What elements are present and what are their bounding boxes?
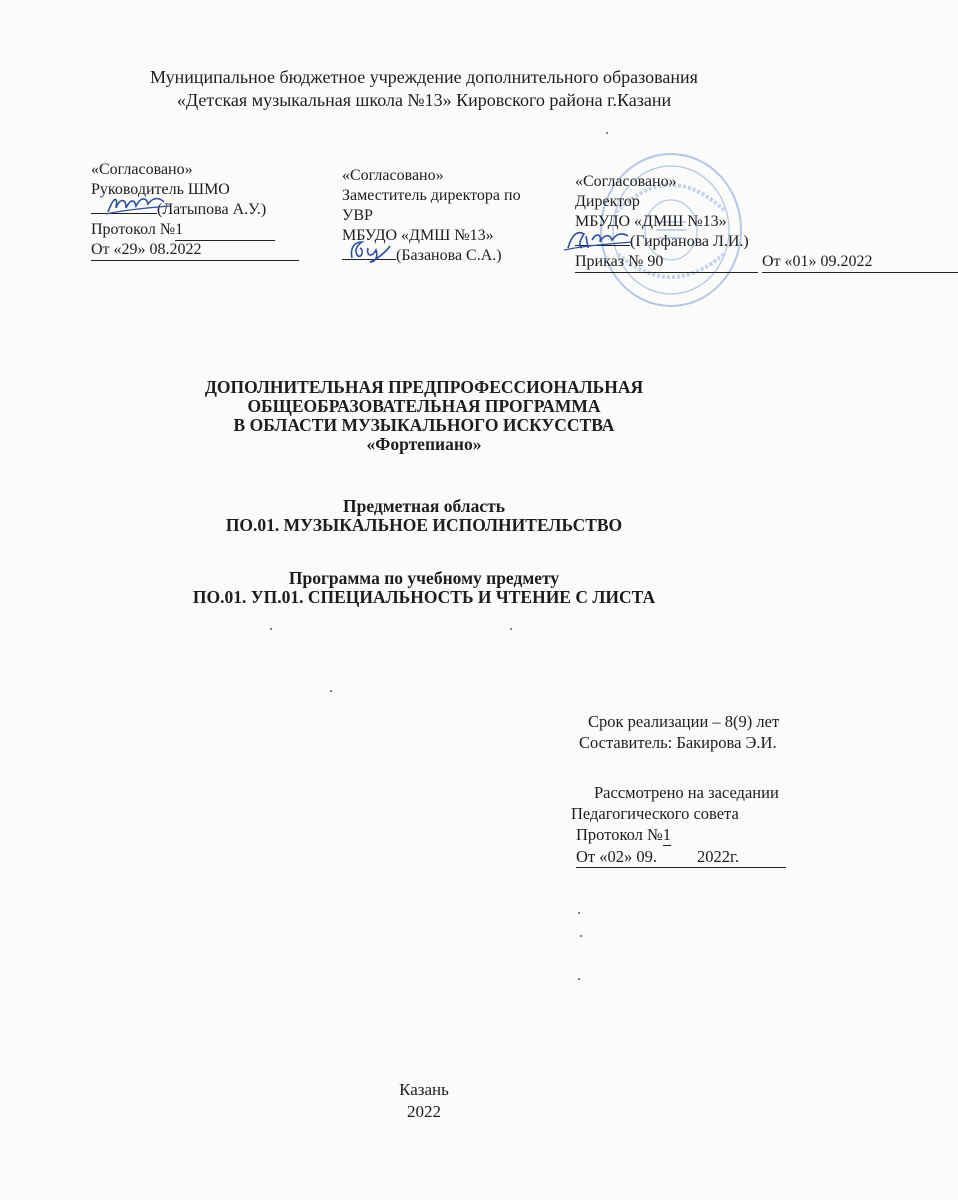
approval-block-director (575, 172, 958, 273)
date-prefix: От « (91, 241, 122, 258)
scan-speck (578, 978, 580, 980)
scan-speck (510, 628, 512, 630)
council-date-label: От «02» 09. (576, 847, 658, 866)
date-day: 29 (122, 240, 138, 261)
approval-label: «Согласовано» (575, 173, 677, 190)
scan-speck (330, 690, 332, 692)
term-info: Срок реализации – 8(9) лет (588, 712, 780, 731)
scan-speck (578, 912, 580, 914)
approver-organization: МБУДО «ДМШ №13» (342, 227, 494, 244)
approver-name: (Латыпова А.У.) (157, 201, 267, 218)
approver-position: Руководитель ШМО (91, 181, 230, 198)
council-protocol-label: Протокол № (576, 825, 663, 844)
subject-area (0, 497, 848, 535)
approval-label: «Согласовано» (342, 167, 444, 184)
protocol-number: 1 (175, 221, 184, 238)
order-label: Приказ № (575, 253, 644, 270)
title-line-4: «Фортепиано» (366, 434, 482, 454)
date-monthyear: 08.2022 (150, 240, 202, 261)
program-value: ПО.01. УП.01. СПЕЦИАЛЬНОСТЬ И ЧТЕНИЕ С ЛИСТА (192, 587, 656, 607)
council-date (576, 847, 786, 868)
approver-position: Заместитель директора по (342, 187, 521, 204)
signature-girfanova-icon (562, 226, 634, 256)
date-close: » (137, 241, 146, 258)
council-line-2: Педагогического совета (571, 804, 739, 823)
subject-area-label: Предметная область (343, 496, 505, 516)
order-number: 90 (647, 253, 664, 270)
approver-position: Директор (575, 193, 640, 210)
date-monthyear: 09.2022 (820, 253, 873, 270)
program-label: Программа по учебному предмету (288, 568, 560, 588)
council-protocol (576, 825, 671, 846)
date-prefix: От « (762, 253, 793, 270)
date-day: 01 (793, 252, 809, 273)
council-line-1: Рассмотрено на заседании (594, 783, 779, 802)
scan-speck (606, 132, 608, 134)
title-line-2: ОБЩЕОБРАЗОВАТЕЛЬНАЯ ПРОГРАММА (247, 396, 601, 416)
institution-line-1: Муниципальное бюджетное учреждение дополнительного образования (150, 67, 698, 87)
title-line-3: В ОБЛАСТИ МУЗЫКАЛЬНОГО ИСКУССТВА (233, 415, 615, 435)
protocol-label: Протокол № (91, 221, 176, 238)
date-close: » (808, 253, 817, 270)
institution-header (0, 66, 848, 112)
scan-speck (580, 935, 582, 937)
title-line-1: ДОПОЛНИТЕЛЬНАЯ ПРЕДПРОФЕССИОНАЛЬНАЯ (204, 377, 644, 397)
council-date-year: 2022г. (697, 847, 740, 866)
author-info: Составитель: Бакирова Э.И. (579, 733, 777, 752)
scan-speck (270, 628, 272, 630)
signature-latypova-icon (104, 192, 174, 218)
subject-area-value: ПО.01. МУЗЫКАЛЬНОЕ ИСПОЛНИТЕЛЬСТВО (225, 515, 623, 535)
institution-line-2: «Детская музыкальная школа №13» Кировского района г.Казани (176, 90, 672, 110)
program-subject (0, 569, 848, 607)
program-title (0, 378, 848, 454)
approver-position-cont: УВР (342, 207, 373, 224)
approver-organization: МБУДО «ДМШ №13» (575, 213, 727, 230)
approver-name: (Гирфанова Л.И.) (630, 233, 749, 250)
footer-city: Казань (399, 1080, 449, 1099)
council-protocol-number: 1 (662, 825, 672, 844)
approver-name: (Базанова С.А.) (396, 247, 502, 264)
approval-label: «Согласовано» (91, 161, 193, 178)
footer (0, 1079, 848, 1123)
footer-year: 2022 (407, 1102, 441, 1121)
signature-bazanova-icon (346, 238, 394, 264)
